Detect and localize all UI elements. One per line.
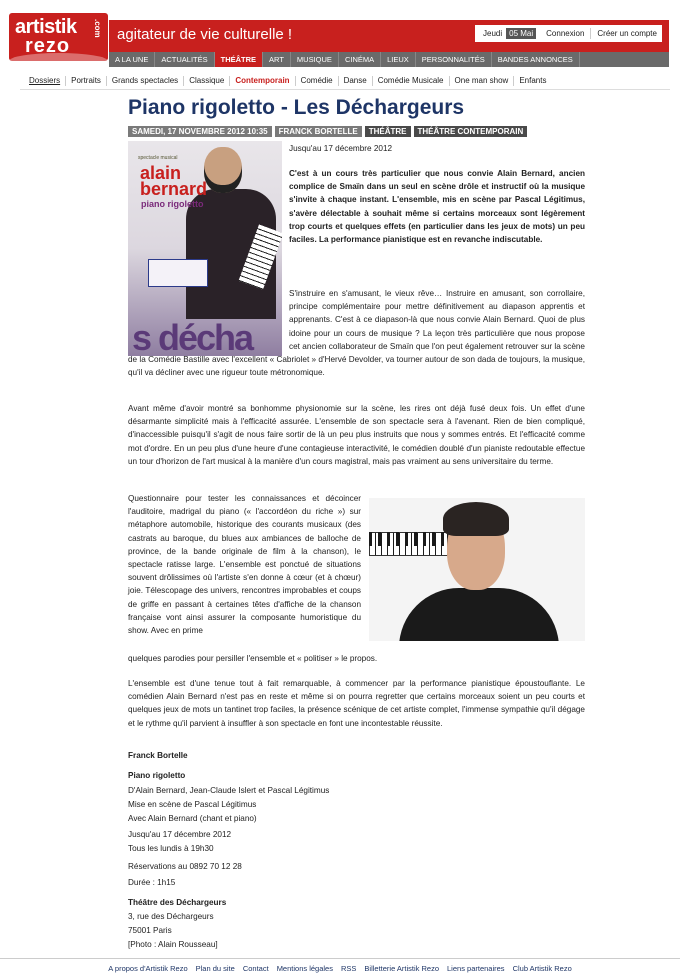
main-nav-item-5[interactable]: CINÉMA <box>339 52 381 67</box>
paragraph-1-text: S'instruire en s'amusant, le vieux rêve… Instruire en amusant, son corrollaire, principe complémentaire pour mettre définitivement au diapason apprentis et apprenants. C'est à ce diapason-là que nous convie Alain Bernard. Quoi de plus idoine pour un cours de musique ? La leçon très particulière que nous propose cet ancien collaborateur de Smaïn que l'on peut également retrouver sur la scène de la Comédie Bastille avec l'excellent « Cabriolet » d'Hervé Devolder, va tourner autour de son dada de toujours, la musique, qu'il va décliner avec une rigueur toute métronomique. <box>128 289 585 378</box>
article-meta <box>128 126 530 137</box>
paragraph-3: Questionnaire pour tester les connaissances et décoincer l'auditoire, madrigal du piano (« l'accordéon du riche ») sur métaphore automobile, historique des courants musicaux (des castrats au baroque, du blues aux ambiances de balloche de province, de la bande originale de film à la chanson), le spectacle ratisse large. L'ensemble est ponctué de situations souvent drôlissimes où l'artiste s'en donne à cœur (et à chœur) joie. Télescopage des univers, rencontres improbables et coups de griffe en passant à certaines têtes d'affiche de la chanson française vont ainsi assurer la composante humoristique du show. Avec en prime <box>128 494 361 636</box>
main-nav-item-2[interactable]: THÉÂTRE <box>215 52 263 67</box>
duration-info: Durée : 1h15 <box>128 878 176 887</box>
show-dates-2: Tous les lundis à 19h30 <box>128 844 214 853</box>
footer-link-3[interactable]: Mentions légales <box>276 963 333 973</box>
article-lead: C'est à un cours très particulier que nous convie Alain Bernard, ancien complice de Smaïn dans un seul en scène drôle et instructif où la musique s'invite à chaque instant. L'ensemble, mis en scène par Pascal Légitimus, s'avère délectable à souhait même si certains morceaux sont légèrement trop courts et quelques effets (en particulier dans les jeux de mots) un peu faciles. La performance pianistique est en revanche indiscutable. <box>289 169 585 245</box>
footer-link-1[interactable]: Plan du site <box>195 963 235 973</box>
main-nav-item-4[interactable]: MUSIQUE <box>291 52 339 67</box>
footer-link-0[interactable]: A propos d'Artistik Rezo <box>108 963 188 973</box>
poster-small-text: spectacle musical <box>138 155 178 161</box>
footer-link-5[interactable]: Billetterie Artistik Rezo <box>364 963 440 973</box>
paragraph-3-end: quelques parodies pour persiller l'ensemble et « politiser » le propos. <box>128 654 378 663</box>
main-nav <box>109 52 669 67</box>
tagline: agitateur de vie culturelle ! <box>117 26 293 43</box>
sub-nav-item-4[interactable]: Contemporain <box>230 76 295 86</box>
reservation-info: Réservations au 0892 70 12 28 <box>128 862 242 871</box>
divider <box>590 28 591 39</box>
footer-link-2[interactable]: Contact <box>242 963 269 973</box>
meta-date: SAMEDI, 17 NOVEMBRE 2012 10:35 <box>128 126 272 137</box>
logo-line2: rezo <box>25 35 71 57</box>
poster-name1: alain <box>140 163 182 183</box>
main-nav-item-1[interactable]: ACTUALITÉS <box>155 52 214 67</box>
artist-photo <box>369 498 585 641</box>
poster-name <box>140 165 207 197</box>
article-title: Piano rigoletto - Les Déchargeurs <box>128 96 465 119</box>
logo-suffix: .com <box>93 19 102 38</box>
poster-show: piano rigoletto <box>141 199 204 209</box>
sub-nav <box>20 73 670 90</box>
sub-nav-item-7[interactable]: Comédie Musicale <box>373 76 450 86</box>
sub-nav-item-6[interactable]: Danse <box>339 76 373 86</box>
sub-nav-item-9[interactable]: Enfants <box>519 76 547 85</box>
venue-address: 3, rue des Déchargeurs <box>128 912 214 921</box>
footer-link-7[interactable]: Club Artistik Rezo <box>512 963 572 973</box>
current-date: 05 Mai <box>506 28 536 39</box>
paragraph-1 <box>128 287 585 379</box>
photo-credit: [Photo : Alain Rousseau] <box>128 940 218 949</box>
main-nav-item-8[interactable]: BANDES ANNONCES <box>492 52 580 67</box>
show-dates-1: Jusqu'au 17 décembre 2012 <box>128 830 232 839</box>
poster-name2: bernard <box>140 179 208 199</box>
piano-black-keys <box>369 532 449 546</box>
show-credit-1: D'Alain Bernard, Jean-Claude Islert et Pascal Légitimus <box>128 786 330 795</box>
site-header <box>0 0 680 70</box>
date-line: Jusqu'au 17 décembre 2012 <box>289 144 393 153</box>
main-nav-item-6[interactable]: LIEUX <box>381 52 416 67</box>
sub-nav-item-2[interactable]: Grands spectacles <box>107 76 184 86</box>
meta-author[interactable]: FRANCK BORTELLE <box>275 126 362 137</box>
show-credit-2: Mise en scène de Pascal Légitimus <box>128 800 257 809</box>
show-credit-3: Avec Alain Bernard (chant et piano) <box>128 814 257 823</box>
sub-nav-item-8[interactable]: One man show <box>450 76 515 86</box>
main-nav-item-7[interactable]: PERSONNALITÉS <box>416 52 492 67</box>
meta-subcategory[interactable]: THÉÂTRE CONTEMPORAIN <box>414 126 528 137</box>
login-link[interactable]: Connexion <box>546 29 585 38</box>
poster-big-text: s décha <box>132 317 253 356</box>
footer-link-4[interactable]: RSS <box>340 963 357 973</box>
artist-shirt <box>399 588 559 641</box>
current-day: Jeudi <box>483 29 503 38</box>
logo-line1: artistik <box>15 16 77 38</box>
footer-link-6[interactable]: Liens partenaires <box>447 963 505 973</box>
site-footer <box>0 958 680 977</box>
main-nav-item-3[interactable]: ART <box>263 52 291 67</box>
logo-swoosh-icon <box>9 53 108 61</box>
sub-nav-item-1[interactable]: Portraits <box>66 76 107 86</box>
venue-city: 75001 Paris <box>128 926 172 935</box>
poster-text-box <box>148 259 208 287</box>
paragraph-4: L'ensemble est d'une tenue tout à fait remarquable, à commencer par la performance pianistique époustouflante. Le comédien Alain Bernard n'est pas en reste et même si on pourra regretter que certains morceaux soient un peu courts et quelques jeux de mots un tantinet trop faciles, la présence scénique de cet artiste complet, l'immense sympathie qu'il dégage et le rythme qu'il parvient à insuffler à son spectacle en font une incontestable réussite. <box>128 679 585 728</box>
sub-nav-item-5[interactable]: Comédie <box>296 76 339 86</box>
register-link[interactable]: Créer un compte <box>597 29 657 38</box>
main-nav-item-0[interactable]: A LA UNE <box>109 52 155 67</box>
user-box <box>475 25 662 42</box>
poster-face <box>204 147 242 193</box>
meta-category[interactable]: THÉÂTRE <box>365 126 411 137</box>
poster-wrap-spacer <box>128 287 289 353</box>
sub-nav-item-3[interactable]: Classique <box>184 76 230 86</box>
venue-name: Théâtre des Déchargeurs <box>128 898 227 907</box>
artist-hair <box>443 502 509 536</box>
author-signature: Franck Bortelle <box>128 751 188 760</box>
paragraph-2: Avant même d'avoir montré sa bonhomme physionomie sur la scène, les rires ont déjà fusé deux fois. Un effet d'une désarmante simplicité mais à l'efficacité assurée. L'ensemble de son spectacle sera à l'avenant. Rien de bien compliqué, d'inaccessible puisqu'il s'agit de nous faire sortir de là un peu plus instruits que nous y sommes entrés. Et l'efficacité comme mot d'ordre. En un peu plus d'une heure d'une contagieuse interactivité, le comédien doublé d'un pianiste redoutable effectue un tour d'horizon de l'art musical à la manière d'un cours magistral, mais pas vraiment au sens universitaire du terme. <box>128 404 585 466</box>
show-title: Piano rigoletto <box>128 771 186 780</box>
site-logo[interactable] <box>9 13 108 61</box>
sub-nav-item-0[interactable]: Dossiers <box>20 76 66 86</box>
